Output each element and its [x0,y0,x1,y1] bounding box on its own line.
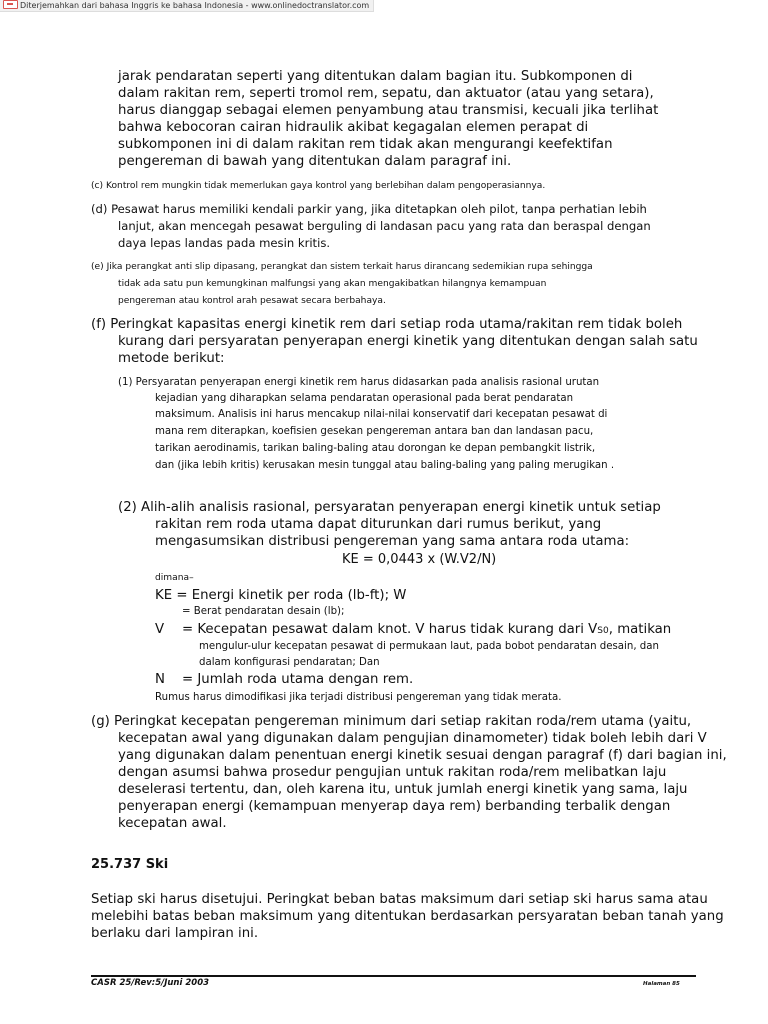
paragraph-e-line: tidak ada satu pun kemungkinan malfungsi yang akan mengakibatkan hilangnya kemampuan [118,279,547,289]
intro-line: dalam rakitan rem, seperti tromol rem, sepatu, dan aktuator (atau yang setara), [118,86,654,101]
paragraph-f-line: (f) Peringkat kapasitas energi kinetik rem dari setiap roda utama/rakitan rem tidak boleh [91,317,683,332]
definition-v-tail: , matikan [608,622,672,637]
paragraph-g-line: kecepatan awal yang digunakan dalam pengujian dinamometer) tidak boleh lebih dari V [118,731,707,746]
paragraph-d-line: lanjut, akan mencegah pesawat berguling di landasan pacu yang rata dan beraspal dengan [118,219,651,233]
ski-paragraph-line: Setiap ski harus disetujui. Peringkat beban batas maksimum dari setiap ski harus sama atau [91,892,708,907]
definition-v-continued: dalam konfigurasi pendaratan; Dan [199,657,380,668]
definition-n: = Jumlah roda utama dengan rem. [182,672,414,687]
paragraph-f1-line: maksimum. Analisis ini harus mencakup nilai-nilai konservatif dari kecepatan pesawat di [155,409,608,420]
intro-line: jarak pendaratan seperti yang ditentukan dalam bagian itu. Subkomponen di [118,69,633,84]
paragraph-d-line: (d) Pesawat harus memiliki kendali parkir yang, jika ditetapkan oleh pilot, tanpa perhatian lebih [91,202,647,216]
definition-w: = Berat pendaratan desain (lb); [182,606,345,617]
intro-line: bahwa kebocoran cairan hidraulik akibat kegagalan elemen perapat di [118,120,589,135]
paragraph-f1-line: tarikan aerodinamis, tarikan baling-baling atau dorongan ke depan pembangkit listrik, [155,443,596,454]
paragraph-d-line: daya lepas landas pada mesin kritis. [118,236,331,250]
definition-v-text: = Kecepatan pesawat dalam knot. V harus tidak kurang dari V [182,622,598,637]
formula-note: Rumus harus dimodifikasi jika terjadi distribusi pengereman yang tidak merata. [155,692,562,703]
paragraph-f2-line: mengasumsikan distribusi pengereman yang sama antara roda utama: [155,534,630,549]
intro-line: subkomponen ini di dalam rakitan rem tidak akan mengurangi keefektifan [118,137,613,152]
translator-banner[interactable] [0,0,374,12]
definition-v-continued: mengulur-ulur kecepatan pesawat di permukaan laut, pada bobot pendaratan desain, dan [199,641,659,652]
paragraph-f2-line: (2) Alih-alih analisis rasional, persyaratan penyerapan energi kinetik untuk setiap [118,500,661,515]
footer-page-number: Halaman 85 [643,981,680,987]
definition-n-symbol: N [155,672,165,687]
ski-paragraph-line: berlaku dari lampiran ini. [91,926,259,941]
paragraph-g-line: deselerasi tertentu, dan, oleh karena itu, untuk jumlah energi kinetik yang sama, laju [118,782,688,797]
paragraph-f2-line: rakitan rem roda utama dapat diturunkan dari rumus berikut, yang [155,517,602,532]
paragraph-g-line: yang digunakan dalam penentuan energi kinetik sesuai dengan paragraf (f) dari bagian ini, [118,748,727,763]
intro-line: pengereman di bawah yang ditentukan dalam paragraf ini. [118,154,512,169]
definition-v [182,621,671,640]
paragraph-g-line: (g) Peringkat kecepatan pengereman minimum dari setiap rakitan roda/rem utama (yaitu, [91,714,692,729]
definition-v-subscript: S0 [597,626,609,636]
definition-ke: KE = Energi kinetik per roda (lb-ft); W [155,588,407,603]
paragraph-f1-line: kejadian yang diharapkan selama pendaratan operasional pada berat pendaratan [155,393,574,404]
paragraph-f1-line: mana rem diterapkan, koefisien gesekan pengereman antara ban dan landasan pacu, [155,426,594,437]
footer-document-id: CASR 25/Rev:5/Juni 2003 [91,978,210,988]
intro-line: harus dianggap sebagai elemen penyambung atau transmisi, kecuali jika terlihat [118,103,659,118]
paragraph-g-line: kecepatan awal. [118,816,227,831]
paragraph-g-line: dengan asumsi bahwa prosedur pengujian untuk rakitan roda/rem melibatkan laju [118,765,667,780]
section-heading: 25.737 Ski [91,857,169,872]
paragraph-c: (c) Kontrol rem mungkin tidak memerlukan gaya kontrol yang berlebihan dalam pengoperasiannya. [91,181,546,191]
definition-v-symbol: V [155,622,165,637]
translator-banner-text[interactable]: Diterjemahkan dari bahasa Inggris ke bahasa Indonesia - www.onlinedoctranslator.com [20,1,370,10]
paragraph-e-line: (e) Jika perangkat anti slip dipasang, perangkat dan sistem terkait harus dirancang sedemikian rupa sehingga [91,262,593,272]
paragraph-f1-line: dan (jika lebih kritis) kerusakan mesin tunggal atau baling-baling yang paling merugikan . [155,460,615,471]
paragraph-e-line: pengereman atau kontrol arah pesawat secara berbahaya. [118,296,386,306]
where-label: dimana– [155,573,194,583]
translator-logo-icon [3,0,18,9]
paragraph-f-line: metode berikut: [118,351,225,366]
paragraph-f-line: kurang dari persyaratan penyerapan energi kinetik yang ditentukan dengan salah satu [118,334,698,349]
paragraph-f1-line: (1) Persyaratan penyerapan energi kinetik rem harus didasarkan pada analisis rasional urutan [118,377,600,388]
footer-divider [91,975,696,977]
paragraph-g-line: penyerapan energi (kemampuan menyerap daya rem) berbanding terbalik dengan [118,799,671,814]
ski-paragraph-line: melebihi batas beban maksimum yang ditentukan berdasarkan persyaratan beban tanah yang [91,909,724,924]
kinetic-energy-formula: KE = 0,0443 x (W.V2/N) [342,552,497,567]
